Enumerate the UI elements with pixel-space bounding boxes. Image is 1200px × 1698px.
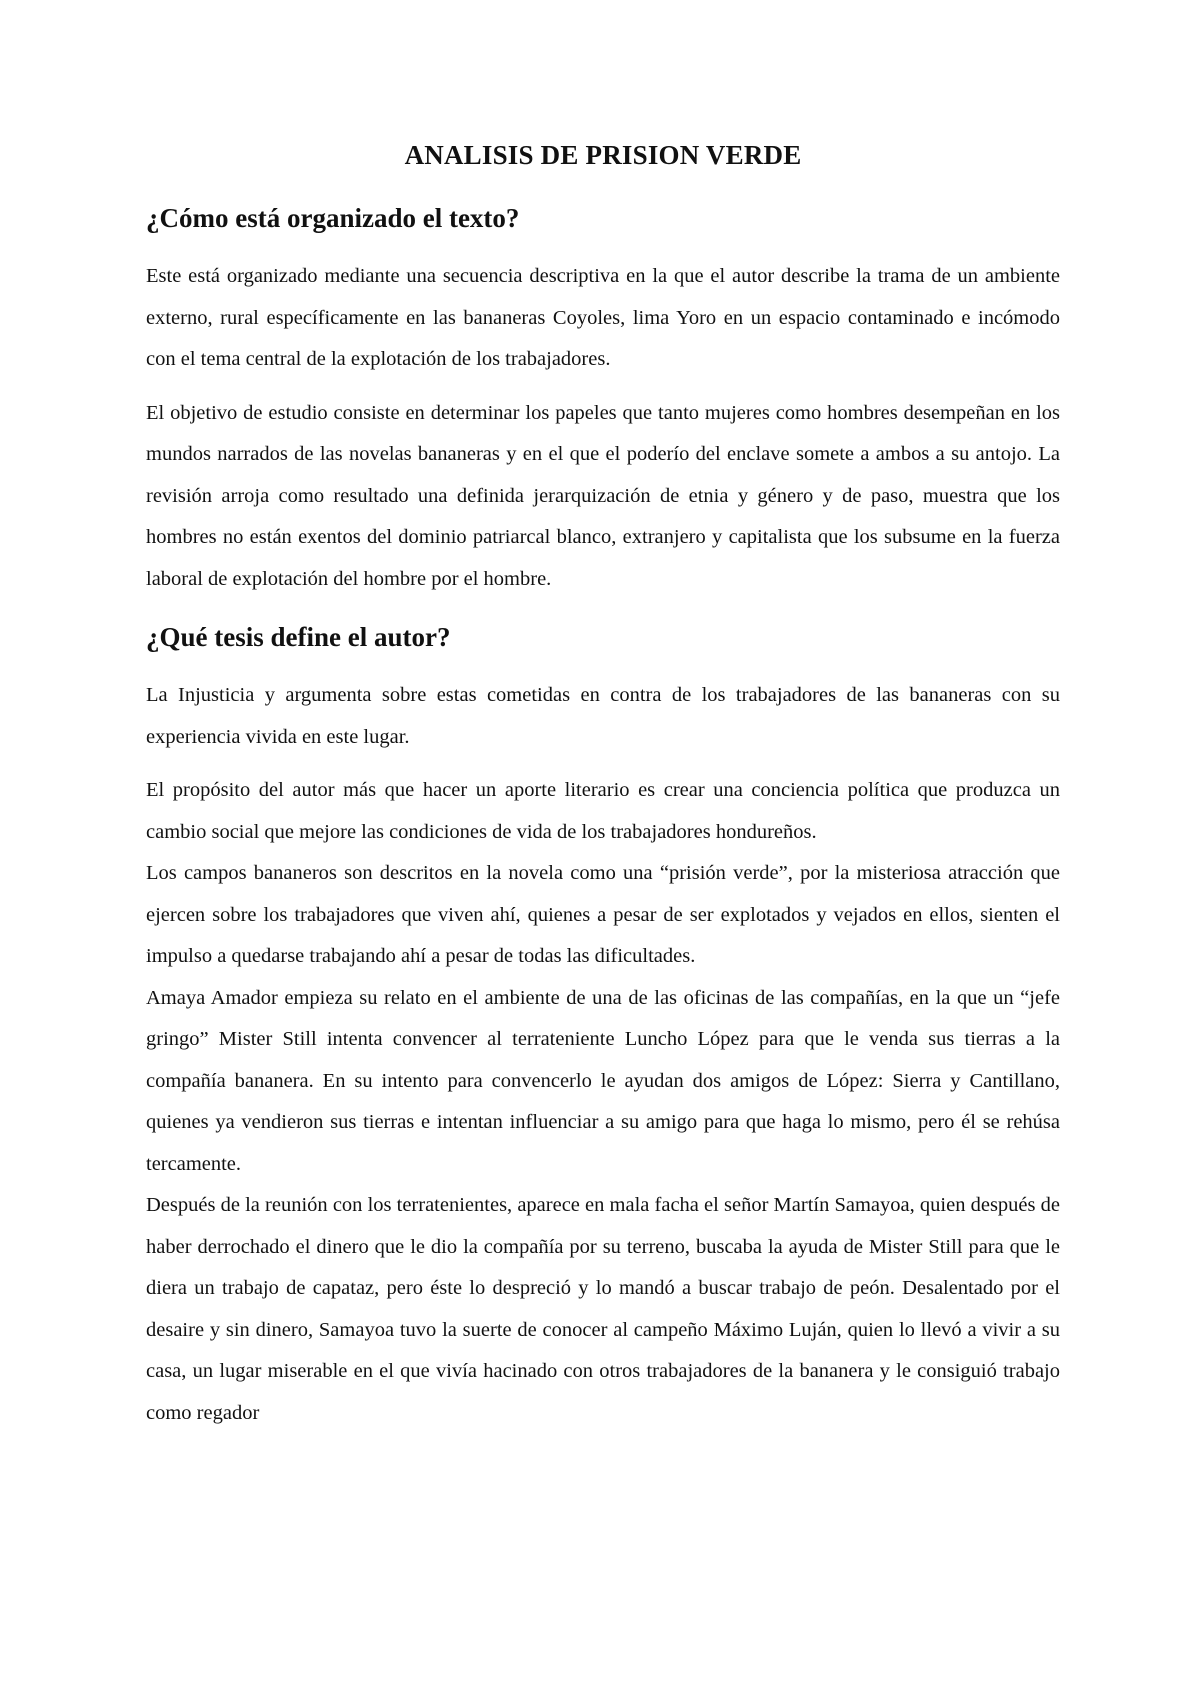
paragraph-thesis-2: El propósito del autor más que hacer un aporte literario es crear una conciencia política que produzca un cambio social que mejore las condiciones de vida de los trabajadores hondureños. — [146, 779, 1060, 843]
paragraph-thesis-3: Los campos bananeros son descritos en la novela como una “prisión verde”, por la misteriosa atracción que ejercen sobre los trabajadores que viven ahí, quienes a pesar de ser explotados y vejados en ellos, sienten el impulso a quedarse trabajando ahí a pesar de todas las dificultades. — [146, 862, 1060, 967]
section-spacer — [146, 612, 1060, 622]
paragraph-thesis-5: Después de la reunión con los terratenientes, aparece en mala facha el señor Martín Samayoa, quien después de haber derrochado el dinero que le dio la compañía por su terreno, buscaba la ayuda de Mister Still para que le diera un trabajo de capataz, pero éste lo despreció y lo mandó a buscar trabajo de peón. Desalentado por el desaire y sin dinero, Samayoa tuvo la suerte de conocer al campeño Máximo Luján, quien lo llevó a vivir a su casa, un lugar miserable en el que vivía hacinado con otros trabajadores de la bananera y le consiguió trabajo como regador — [146, 1194, 1060, 1424]
paragraph-thesis-4: Amaya Amador empieza su relato en el ambiente de una de las oficinas de las compañías, en la que un “jefe gringo” Mister Still intenta convencer al terrateniente Luncho López para que le venda sus tierras a la compañía bananera. En su intento para convencerlo le ayudan dos amigos de López: Sierra y Cantillano, quienes ya vendieron sus tierras e intentan influenciar a su amigo para que haga lo mismo, pero él se rehúsa tercamente. — [146, 986, 1060, 1175]
paragraph-organization-1: Este está organizado mediante una secuencia descriptiva en la que el autor describe la trama de un ambiente externo, rural específicamente en las bananeras Coyoles, lima Yoro en un espacio contaminado e incómodo con el tema central de la explotación de los trabajadores. — [146, 265, 1060, 370]
paragraph-organization-2: El objetivo de estudio consiste en determinar los papeles que tanto mujeres como hombres desempeñan en los mundos narrados de las novelas bananeras y en el que el poderío del enclave somete a ambos a su antojo. La revisión arroja como resultado una definida jerarquización de etnia y género y de paso, muestra que los hombres no están exentos del dominio patriarcal blanco, extranjero y capitalista que los subsume en la fuerza laboral de explotación del hombre por el hombre. — [146, 401, 1060, 590]
section-heading-thesis: ¿Qué tesis define el autor? — [146, 622, 451, 652]
document-title: ANALISIS DE PRISION VERDE — [404, 140, 802, 170]
paragraph-thesis-1: La Injusticia y argumenta sobre estas cometidas en contra de los trabajadores de las bananeras con su experiencia vivida en este lugar. — [146, 684, 1060, 748]
section-heading-organization: ¿Cómo está organizado el texto? — [146, 203, 520, 233]
document-page — [146, 140, 1060, 1434]
